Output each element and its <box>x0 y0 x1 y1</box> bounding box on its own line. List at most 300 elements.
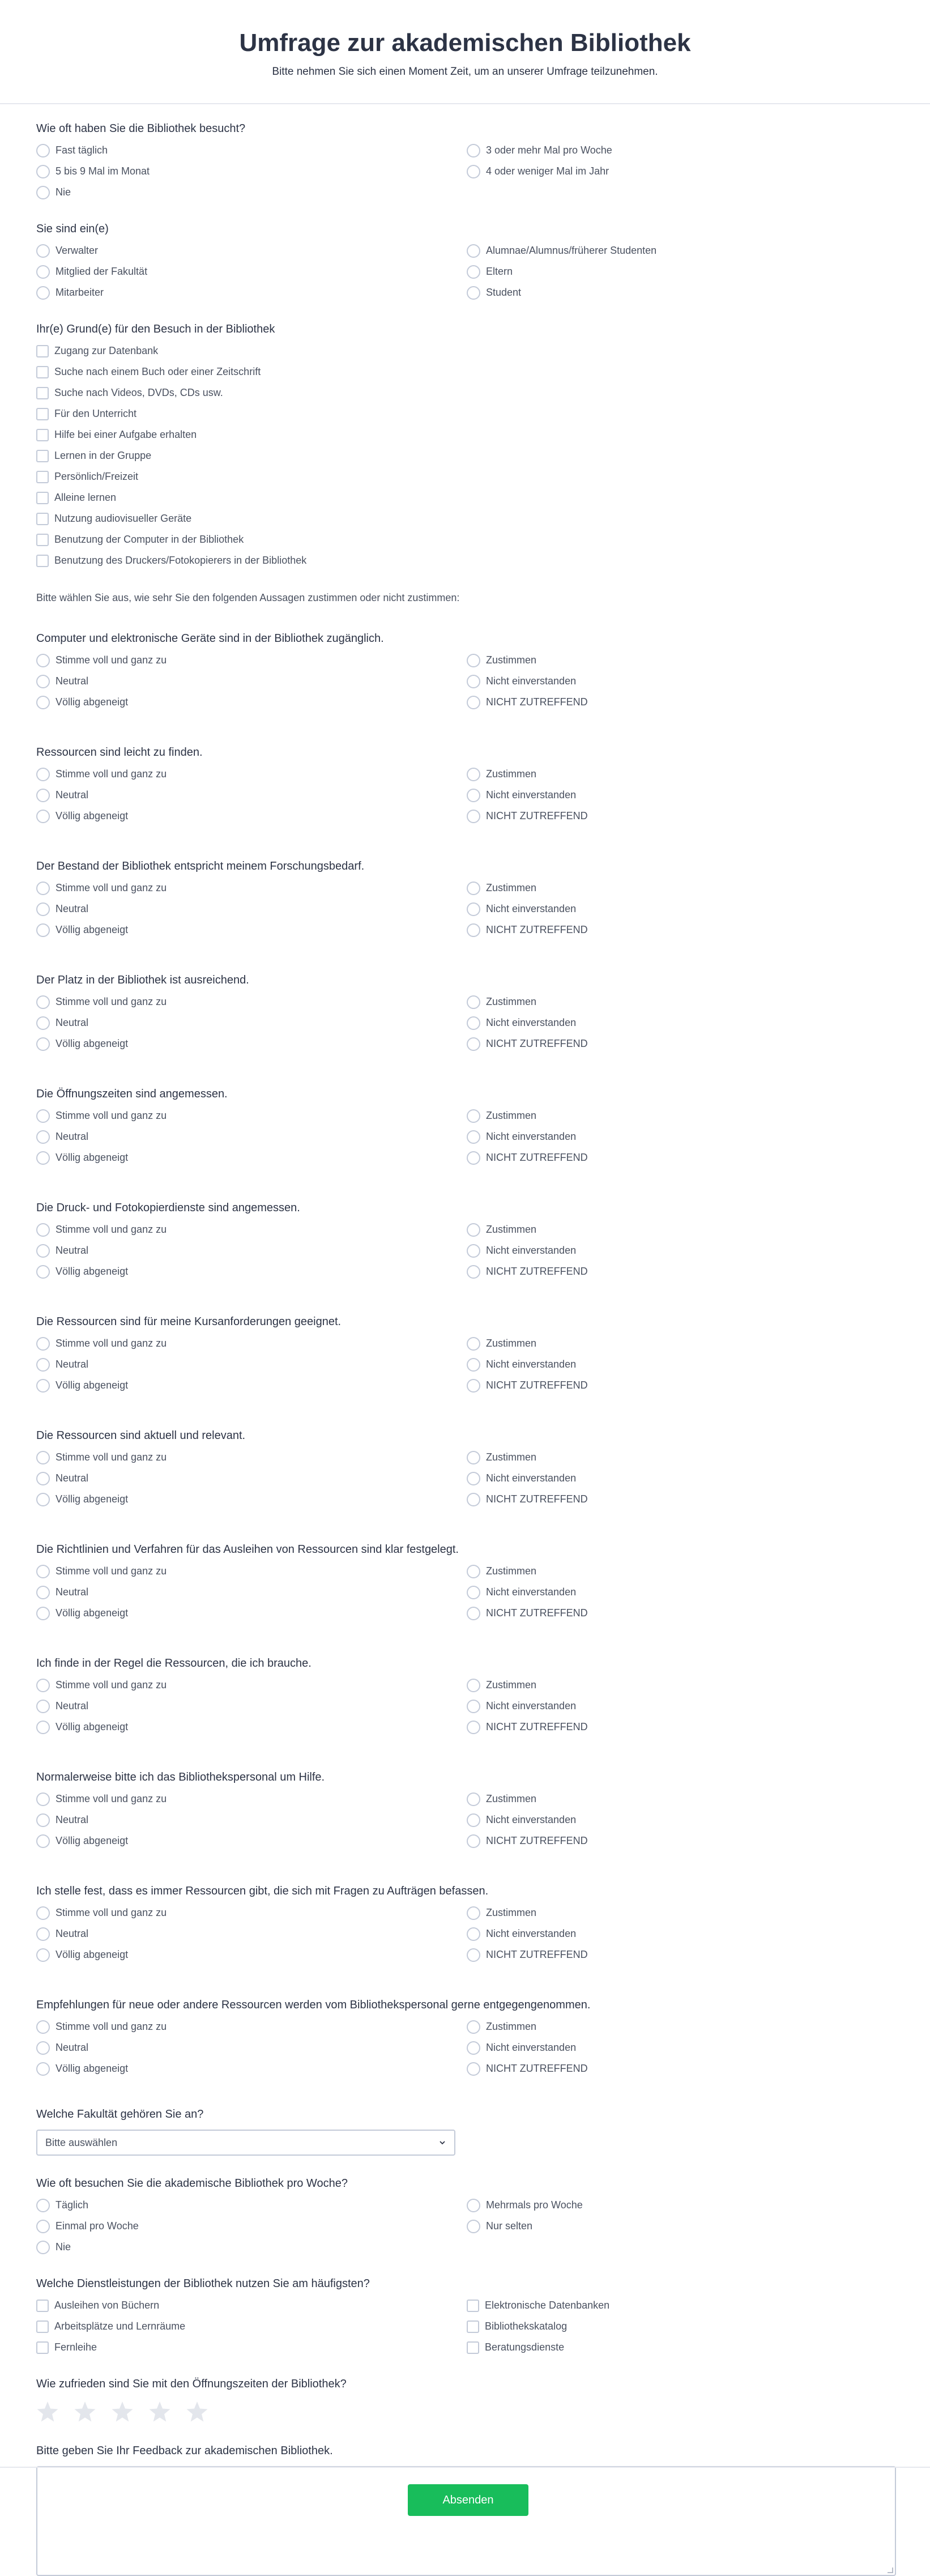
radio-button[interactable] <box>36 789 50 802</box>
checkbox[interactable] <box>36 2341 49 2354</box>
radio-option[interactable] <box>467 1149 897 1166</box>
option-label: Stimme voll und ganz zu <box>56 1224 167 1235</box>
radio-button[interactable] <box>36 902 50 916</box>
radio-option[interactable] <box>36 1562 467 1580</box>
radio-button[interactable] <box>467 1337 480 1351</box>
radio-option[interactable] <box>36 1335 467 1352</box>
radio-option[interactable] <box>467 786 897 804</box>
dropdown-placeholder: Bitte auswählen <box>45 2136 118 2148</box>
option-label: Zustimmen <box>486 1793 537 1804</box>
radio-option[interactable] <box>36 2060 467 2077</box>
radio-button[interactable] <box>467 696 480 709</box>
radio-button[interactable] <box>467 810 480 823</box>
question-label: Wie zufrieden sind Sie mit den Öffnungszeiten der Bibliothek? <box>36 2378 347 2390</box>
radio-button[interactable] <box>467 675 480 688</box>
radio-button[interactable] <box>467 1016 480 1030</box>
radio-option[interactable] <box>467 1583 897 1601</box>
matrix-question <box>36 744 894 825</box>
radio-group <box>36 1335 894 1394</box>
radio-button[interactable] <box>36 144 50 157</box>
radio-option[interactable] <box>36 1221 467 1238</box>
radio-button[interactable] <box>467 144 480 157</box>
option-label: Zustimmen <box>486 1110 537 1121</box>
radio-button[interactable] <box>467 1358 480 1372</box>
question-label: Sie sind ein(e) <box>36 223 109 235</box>
radio-option[interactable] <box>36 1470 467 1487</box>
checkbox-option[interactable] <box>36 531 894 548</box>
option-label: Nicht einverstanden <box>486 675 577 687</box>
radio-button[interactable] <box>467 1721 480 1734</box>
radio-button[interactable] <box>467 265 480 279</box>
radio-group <box>36 1221 894 1280</box>
radio-button[interactable] <box>36 1679 50 1692</box>
radio-option[interactable] <box>467 2217 897 2235</box>
radio-option[interactable] <box>36 2039 467 2056</box>
radio-button[interactable] <box>467 1037 480 1051</box>
option-label: Völlig abgeneigt <box>56 1266 129 1277</box>
radio-button[interactable] <box>36 696 50 709</box>
checkbox-group <box>36 2297 894 2356</box>
radio-option[interactable] <box>467 1263 897 1280</box>
radio-button[interactable] <box>467 654 480 667</box>
radio-option[interactable] <box>467 1014 897 1032</box>
radio-option[interactable] <box>36 142 467 159</box>
checkbox-group <box>36 342 894 569</box>
radio-button[interactable] <box>467 1151 480 1165</box>
radio-option[interactable] <box>467 2018 897 2036</box>
radio-option[interactable] <box>467 765 897 783</box>
radio-button[interactable] <box>36 1948 50 1962</box>
checkbox[interactable] <box>36 2300 49 2312</box>
option-label: Nicht einverstanden <box>486 1017 577 1028</box>
radio-button[interactable] <box>36 2020 50 2034</box>
option-label: Stimme voll und ganz zu <box>56 1338 167 1349</box>
radio-option[interactable] <box>36 163 467 180</box>
radio-option[interactable] <box>36 693 467 711</box>
radio-option[interactable] <box>36 1676 467 1694</box>
radio-button[interactable] <box>467 1586 480 1599</box>
radio-option[interactable] <box>467 1335 897 1352</box>
option-label: Neutral <box>56 789 89 801</box>
checkbox-option[interactable] <box>36 489 894 506</box>
checkbox[interactable] <box>36 471 49 483</box>
option-label: Mitglied der Fakultät <box>56 266 148 277</box>
checkbox[interactable] <box>36 492 49 504</box>
radio-button[interactable] <box>36 1130 50 1144</box>
radio-button[interactable] <box>467 902 480 916</box>
radio-button[interactable] <box>36 1906 50 1920</box>
option-label: Stimme voll und ganz zu <box>56 996 167 1007</box>
radio-button[interactable] <box>467 1700 480 1713</box>
radio-option[interactable] <box>36 1014 467 1032</box>
submit-button[interactable]: Absenden <box>408 2484 528 2516</box>
radio-button[interactable] <box>36 2062 50 2076</box>
question-hours-rating <box>36 2375 894 2423</box>
radio-option[interactable] <box>36 921 467 939</box>
radio-button[interactable] <box>467 1792 480 1806</box>
radio-button[interactable] <box>467 1948 480 1962</box>
radio-button[interactable] <box>467 2199 480 2212</box>
faculty-dropdown[interactable] <box>36 2130 455 2156</box>
radio-option[interactable] <box>467 1562 897 1580</box>
radio-button[interactable] <box>36 1586 50 1599</box>
radio-button[interactable] <box>36 1565 50 1578</box>
radio-button[interactable] <box>467 1813 480 1827</box>
radio-button[interactable] <box>467 1451 480 1464</box>
checkbox-option[interactable] <box>36 426 894 444</box>
radio-button[interactable] <box>467 1379 480 1393</box>
radio-option[interactable] <box>36 1790 467 1808</box>
option-label: NICHT ZUTREFFEND <box>486 810 588 821</box>
option-label: 3 oder mehr Mal pro Woche <box>486 144 612 156</box>
radio-group <box>36 652 894 711</box>
option-label: Neutral <box>56 903 89 914</box>
radio-button[interactable] <box>467 882 480 895</box>
checkbox-option[interactable] <box>36 363 894 381</box>
radio-button[interactable] <box>36 1037 50 1051</box>
radio-option[interactable] <box>36 1128 467 1146</box>
checkbox[interactable] <box>467 2341 479 2354</box>
radio-option[interactable] <box>467 1925 897 1943</box>
checkbox-option[interactable] <box>467 2339 897 2356</box>
radio-option[interactable] <box>467 1242 897 1259</box>
checkbox-option[interactable] <box>467 2318 897 2335</box>
radio-option[interactable] <box>36 807 467 825</box>
checkbox[interactable] <box>36 450 49 462</box>
radio-option[interactable] <box>36 1604 467 1622</box>
radio-button[interactable] <box>36 2041 50 2055</box>
radio-button[interactable] <box>467 2062 480 2076</box>
option-label: Stimme voll und ganz zu <box>56 2021 167 2032</box>
checkbox[interactable] <box>36 534 49 546</box>
checkbox[interactable] <box>36 366 49 378</box>
checkbox[interactable] <box>36 387 49 399</box>
radio-button[interactable] <box>36 654 50 667</box>
option-label: NICHT ZUTREFFEND <box>486 2063 588 2074</box>
checkbox[interactable] <box>36 408 49 420</box>
option-label: 5 bis 9 Mal im Monat <box>56 165 150 177</box>
radio-button[interactable] <box>36 1016 50 1030</box>
option-label: Alleine lernen <box>54 492 117 503</box>
radio-option[interactable] <box>467 652 897 669</box>
radio-button[interactable] <box>36 1223 50 1237</box>
radio-option[interactable] <box>36 284 467 301</box>
radio-button[interactable] <box>467 2020 480 2034</box>
question-label: Die Ressourcen sind aktuell und relevant. <box>36 1429 246 1442</box>
radio-button[interactable] <box>467 923 480 937</box>
option-label: Neutral <box>56 1245 89 1256</box>
radio-button[interactable] <box>467 1906 480 1920</box>
option-label: Stimme voll und ganz zu <box>56 768 167 780</box>
radio-button[interactable] <box>36 1792 50 1806</box>
radio-option[interactable] <box>467 2196 897 2214</box>
radio-option[interactable] <box>36 1904 467 1922</box>
checkbox-option[interactable] <box>36 468 894 486</box>
radio-option[interactable] <box>467 242 897 259</box>
radio-option[interactable] <box>36 1242 467 1259</box>
radio-option[interactable] <box>467 142 897 159</box>
radio-button[interactable] <box>36 2199 50 2212</box>
radio-option[interactable] <box>36 1035 467 1053</box>
checkbox-option[interactable] <box>36 2339 467 2356</box>
radio-button[interactable] <box>36 286 50 300</box>
matrix-question <box>36 1085 894 1166</box>
radio-button[interactable] <box>467 1130 480 1144</box>
option-label: Nicht einverstanden <box>486 789 577 801</box>
radio-option[interactable] <box>467 1904 897 1922</box>
radio-option[interactable] <box>36 1832 467 1850</box>
radio-option[interactable] <box>467 672 897 690</box>
radio-option[interactable] <box>467 879 897 897</box>
checkbox[interactable] <box>467 2320 479 2333</box>
radio-button[interactable] <box>467 1223 480 1237</box>
radio-option[interactable] <box>467 2060 897 2077</box>
radio-button[interactable] <box>36 1813 50 1827</box>
radio-option[interactable] <box>467 1356 897 1373</box>
radio-option[interactable] <box>36 1811 467 1829</box>
radio-button[interactable] <box>467 1493 480 1506</box>
question-label: Wie oft besuchen Sie die akademische Bibliothek pro Woche? <box>36 2177 348 2190</box>
question-visit-frequency <box>36 120 894 201</box>
radio-option[interactable] <box>467 1604 897 1622</box>
survey-form <box>0 104 930 2576</box>
matrix-question <box>36 1541 894 1622</box>
checkbox[interactable] <box>36 555 49 567</box>
resize-handle-icon[interactable] <box>888 2568 893 2573</box>
option-label: NICHT ZUTREFFEND <box>486 1835 588 1846</box>
radio-option[interactable] <box>36 786 467 804</box>
option-label: Persönlich/Freizeit <box>54 471 139 482</box>
radio-option[interactable] <box>467 1221 897 1238</box>
radio-option[interactable] <box>36 879 467 897</box>
radio-group <box>36 142 894 201</box>
checkbox-option[interactable] <box>36 384 894 402</box>
radio-button[interactable] <box>467 1607 480 1620</box>
radio-button[interactable] <box>467 2220 480 2233</box>
radio-option[interactable] <box>36 263 467 280</box>
radio-button[interactable] <box>36 1151 50 1165</box>
option-label: Stimme voll und ganz zu <box>56 1451 167 1463</box>
radio-option[interactable] <box>36 1263 467 1280</box>
radio-button[interactable] <box>36 1337 50 1351</box>
radio-button[interactable] <box>36 675 50 688</box>
radio-option[interactable] <box>467 2039 897 2056</box>
radio-option[interactable] <box>467 1676 897 1694</box>
radio-button[interactable] <box>467 1927 480 1941</box>
radio-option[interactable] <box>36 1149 467 1166</box>
radio-button[interactable] <box>467 286 480 300</box>
option-label: Arbeitsplätze und Lernräume <box>54 2320 186 2332</box>
radio-button[interactable] <box>467 165 480 178</box>
checkbox-option[interactable] <box>36 2318 467 2335</box>
radio-button[interactable] <box>36 244 50 258</box>
radio-group <box>36 1562 894 1622</box>
radio-button[interactable] <box>467 1109 480 1123</box>
radio-option[interactable] <box>467 1377 897 1394</box>
radio-button[interactable] <box>467 768 480 781</box>
option-label: Zustimmen <box>486 1224 537 1235</box>
radio-button[interactable] <box>36 1109 50 1123</box>
radio-button[interactable] <box>467 1244 480 1258</box>
radio-option[interactable] <box>36 242 467 259</box>
option-label: Stimme voll und ganz zu <box>56 1565 167 1577</box>
radio-button[interactable] <box>36 1927 50 1941</box>
radio-option[interactable] <box>467 1449 897 1466</box>
radio-option[interactable] <box>36 2196 467 2214</box>
radio-option[interactable] <box>467 900 897 918</box>
option-label: Zustimmen <box>486 1679 537 1691</box>
radio-option[interactable] <box>467 1946 897 1964</box>
radio-option[interactable] <box>467 1128 897 1146</box>
checkbox-option[interactable] <box>36 2297 467 2314</box>
radio-button[interactable] <box>36 1834 50 1848</box>
radio-button[interactable] <box>467 789 480 802</box>
radio-option[interactable] <box>467 1697 897 1715</box>
radio-button[interactable] <box>36 923 50 937</box>
radio-option[interactable] <box>36 1718 467 1736</box>
radio-option[interactable] <box>467 1035 897 1053</box>
radio-option[interactable] <box>36 1107 467 1125</box>
radio-button[interactable] <box>467 2041 480 2055</box>
checkbox[interactable] <box>36 513 49 525</box>
option-label: Stimme voll und ganz zu <box>56 1907 167 1918</box>
radio-option[interactable] <box>467 284 897 301</box>
option-label: Neutral <box>56 1814 89 1825</box>
radio-option[interactable] <box>467 1470 897 1487</box>
radio-option[interactable] <box>36 1925 467 1943</box>
radio-option[interactable] <box>467 993 897 1011</box>
radio-button[interactable] <box>36 165 50 178</box>
option-label: Fernleihe <box>54 2341 97 2353</box>
radio-option[interactable] <box>36 1491 467 1508</box>
radio-button[interactable] <box>467 1834 480 1848</box>
radio-button[interactable] <box>36 265 50 279</box>
radio-option[interactable] <box>467 807 897 825</box>
radio-option[interactable] <box>36 1449 467 1466</box>
radio-option[interactable] <box>36 184 467 201</box>
star-icon[interactable] <box>111 2400 134 2423</box>
radio-button[interactable] <box>36 1493 50 1506</box>
option-label: Neutral <box>56 1700 89 1711</box>
star-icon[interactable] <box>36 2400 59 2423</box>
radio-button[interactable] <box>467 244 480 258</box>
star-icon[interactable] <box>148 2400 171 2423</box>
radio-option[interactable] <box>467 163 897 180</box>
radio-button[interactable] <box>467 1265 480 1279</box>
radio-option[interactable] <box>467 1491 897 1508</box>
option-label: Nicht einverstanden <box>486 1700 577 1711</box>
radio-option[interactable] <box>36 1946 467 1964</box>
checkbox-option[interactable] <box>36 552 894 569</box>
checkbox[interactable] <box>467 2300 479 2312</box>
radio-button[interactable] <box>36 882 50 895</box>
radio-option[interactable] <box>467 1811 897 1829</box>
option-label: Völlig abgeneigt <box>56 1038 129 1049</box>
checkbox[interactable] <box>36 345 49 357</box>
option-label: Stimme voll und ganz zu <box>56 654 167 666</box>
radio-button[interactable] <box>467 1565 480 1578</box>
checkbox[interactable] <box>36 2320 49 2333</box>
question-label: Die Richtlinien und Verfahren für das Ausleihen von Ressourcen sind klar festgelegt. <box>36 1543 459 1556</box>
option-label: Hilfe bei einer Aufgabe erhalten <box>54 429 197 440</box>
radio-option[interactable] <box>467 1832 897 1850</box>
radio-option[interactable] <box>467 1107 897 1125</box>
question-label: Welche Fakultät gehören Sie an? <box>36 2108 204 2121</box>
radio-option[interactable] <box>467 263 897 280</box>
radio-button[interactable] <box>36 1358 50 1372</box>
radio-button[interactable] <box>467 1679 480 1692</box>
radio-option[interactable] <box>467 1718 897 1736</box>
radio-button[interactable] <box>36 2241 50 2254</box>
radio-button[interactable] <box>36 1700 50 1713</box>
radio-option[interactable] <box>36 1377 467 1394</box>
radio-option[interactable] <box>36 1356 467 1373</box>
star-icon[interactable] <box>186 2400 208 2423</box>
radio-button[interactable] <box>36 1607 50 1620</box>
radio-button[interactable] <box>36 1244 50 1258</box>
matrix-question <box>36 1427 894 1508</box>
checkbox-option[interactable] <box>36 342 894 360</box>
radio-button[interactable] <box>36 1721 50 1734</box>
option-label: Zustimmen <box>486 1907 537 1918</box>
radio-option[interactable] <box>36 993 467 1011</box>
checkbox-option[interactable] <box>36 510 894 527</box>
option-label: Völlig abgeneigt <box>56 810 129 821</box>
option-label: Mitarbeiter <box>56 287 104 298</box>
radio-button[interactable] <box>36 810 50 823</box>
question-label: Wie oft haben Sie die Bibliothek besucht? <box>36 122 246 135</box>
radio-button[interactable] <box>467 995 480 1009</box>
option-label: Völlig abgeneigt <box>56 1379 129 1391</box>
radio-option[interactable] <box>467 921 897 939</box>
radio-button[interactable] <box>467 1472 480 1485</box>
radio-option[interactable] <box>36 765 467 783</box>
radio-option[interactable] <box>36 1697 467 1715</box>
radio-option[interactable] <box>36 652 467 669</box>
radio-button[interactable] <box>36 1379 50 1393</box>
radio-button[interactable] <box>36 186 50 199</box>
radio-group <box>36 879 894 939</box>
radio-option[interactable] <box>36 2238 467 2256</box>
radio-option[interactable] <box>36 2018 467 2036</box>
radio-option[interactable] <box>36 672 467 690</box>
radio-button[interactable] <box>36 1451 50 1464</box>
radio-option[interactable] <box>36 2217 467 2235</box>
option-label: Bibliothekskatalog <box>485 2320 568 2332</box>
option-label: Nie <box>56 186 71 198</box>
star-icon[interactable] <box>74 2400 96 2423</box>
star-rating <box>36 2400 894 2423</box>
checkbox-option[interactable] <box>467 2297 897 2314</box>
option-label: Elektronische Datenbanken <box>485 2300 610 2311</box>
question-label: Die Öffnungszeiten sind angemessen. <box>36 1088 228 1100</box>
checkbox-option[interactable] <box>36 405 894 423</box>
checkbox-option[interactable] <box>36 447 894 465</box>
option-label: NICHT ZUTREFFEND <box>486 1493 588 1505</box>
radio-button[interactable] <box>36 995 50 1009</box>
radio-option[interactable] <box>36 900 467 918</box>
checkbox[interactable] <box>36 429 49 441</box>
radio-option[interactable] <box>36 1583 467 1601</box>
radio-button[interactable] <box>36 1265 50 1279</box>
radio-button[interactable] <box>36 1472 50 1485</box>
radio-button[interactable] <box>36 2220 50 2233</box>
radio-option[interactable] <box>467 1790 897 1808</box>
option-label: Zustimmen <box>486 768 537 780</box>
radio-button[interactable] <box>36 768 50 781</box>
radio-option[interactable] <box>467 693 897 711</box>
option-label: Nicht einverstanden <box>486 903 577 914</box>
